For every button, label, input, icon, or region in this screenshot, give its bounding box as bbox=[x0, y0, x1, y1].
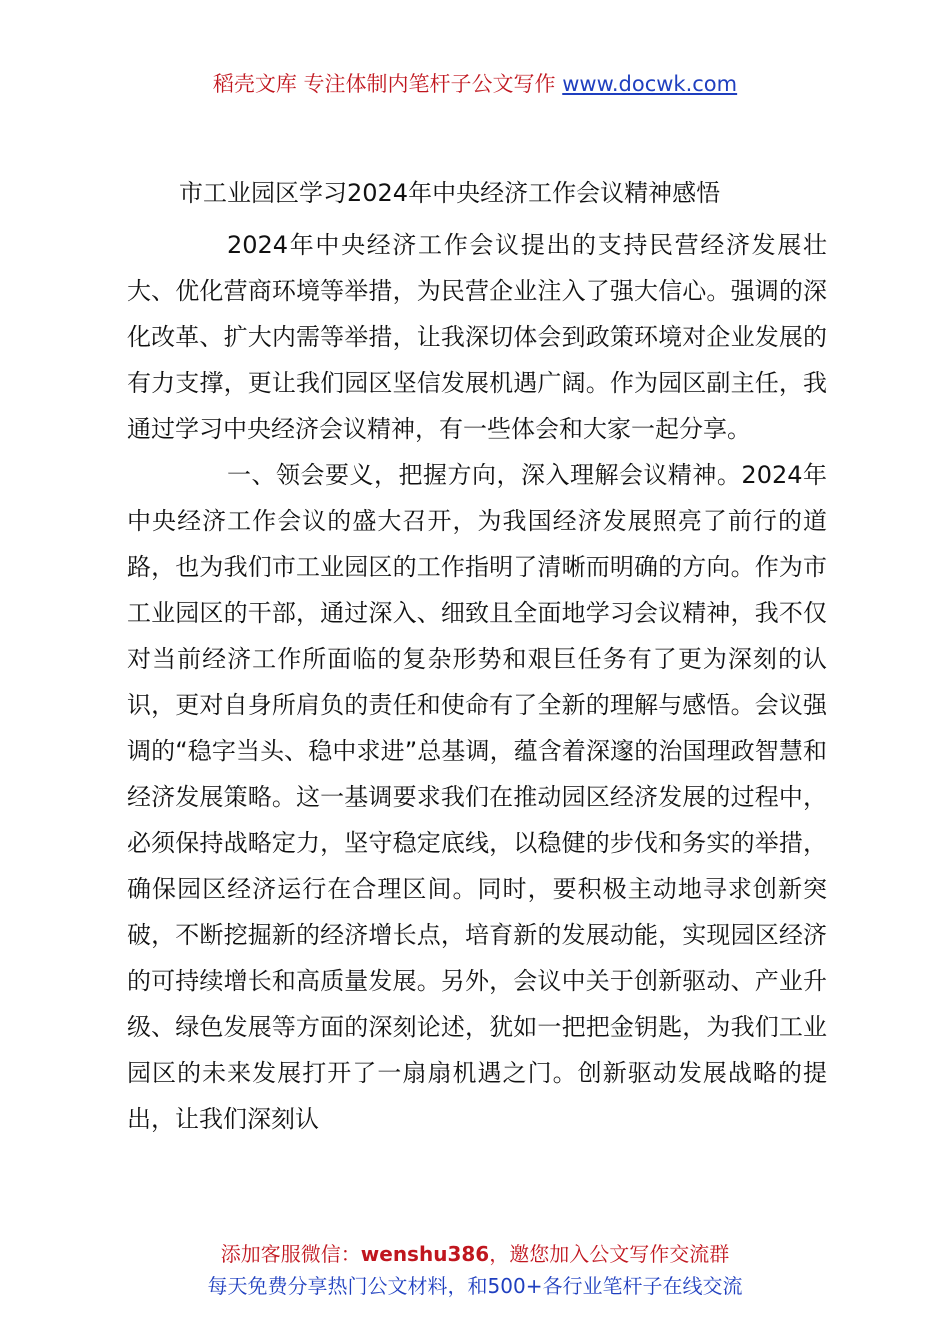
footer-contact-line bbox=[0, 1238, 950, 1270]
wechat-id: wenshu386 bbox=[360, 1242, 490, 1266]
brand-slogan: 稻壳文库 专注体制内笔杆子公文写作 bbox=[212, 72, 556, 96]
page-footer bbox=[0, 1238, 950, 1302]
paragraph-section-one: 一、领会要义，把握方向，深入理解会议精神。2024年中央经济工作会议的盛大召开，为我国经济发展照亮了前行的道路，也为我们市工业园区的工作指明了清晰而明确的方向。作为市工业园区的干部，通过深入、细致且全面地学习会议精神，我不仅对当前经济工作所面临的复杂形势和艰巨任务有了更为深刻的认识，更对自身所肩负的责任和使命有了全新的理解与感悟。会议强调的“稳字当头、稳中求进”总基调，蕴含着深邃的治国理政智慧和经济发展策略。这一基调要求我们在推动园区经济发展的过程中，必须保持战略定力，坚守稳定底线，以稳健的步伐和务实的举措，确保园区经济运行在合理区间。同时，要积极主动地寻求创新突破，不断挖掘新的经济增长点，培育新的发展动能，实现园区经济的可持续增长和高质量发展。另外，会议中关于创新驱动、产业升级、绿色发展等方面的深刻论述，犹如一把把金钥匙，为我们工业园区的未来发展打开了一扇扇机遇之门。创新驱动发展战略的提出，让我们深刻认 bbox=[127, 461, 827, 1133]
document-title: 市工业园区学习2024年中央经济工作会议精神感悟 bbox=[179, 179, 721, 207]
footer-promo-line: 每天免费分享热门公文材料，和500+各行业笔杆子在线交流 bbox=[207, 1274, 743, 1298]
page-header bbox=[0, 70, 950, 98]
paragraph-intro: 2024年中央经济工作会议提出的支持民营经济发展壮大、优化营商环境等举措，为民营企业注入了强大信心。强调的深化改革、扩大内需等举措，让我深切体会到政策环境对企业发展的有力支撑，更让我们园区坚信发展机遇广阔。作为园区副主任，我通过学习中央经济会议精神，有一些体会和大家一起分享。 bbox=[127, 231, 827, 443]
website-link[interactable]: www.docwk.com bbox=[562, 72, 738, 96]
footer-contact-suffix: ，邀您加入公文写作交流群 bbox=[489, 1242, 730, 1266]
document-body bbox=[127, 176, 827, 1142]
footer-contact-prefix: 添加客服微信： bbox=[220, 1242, 361, 1266]
